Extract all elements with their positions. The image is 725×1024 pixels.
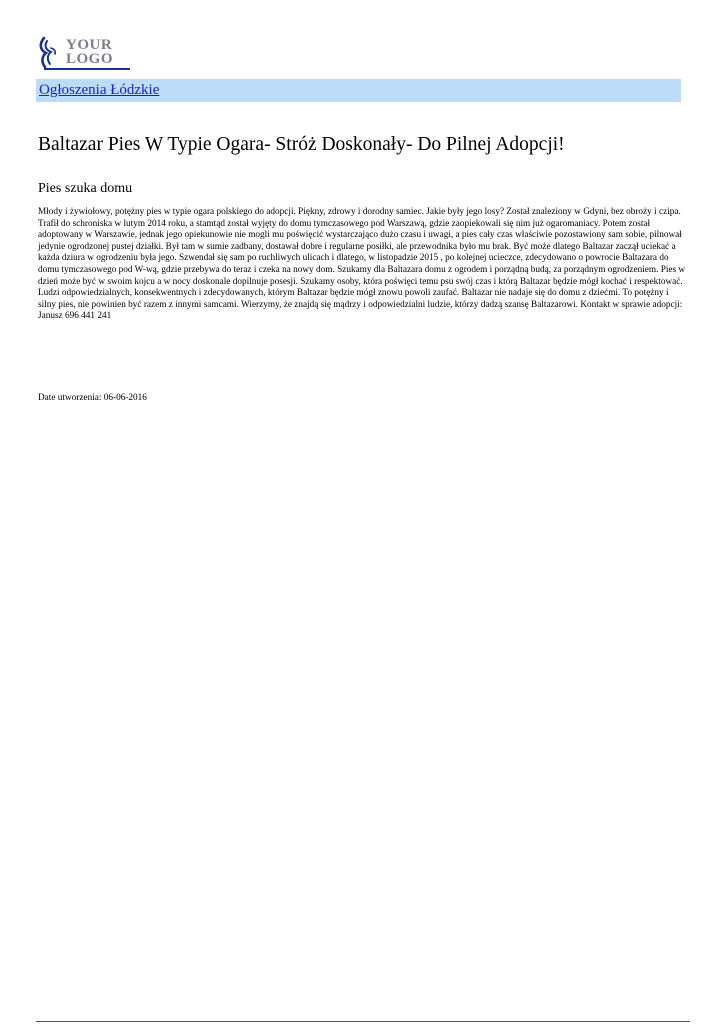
logo-underline: [44, 68, 130, 70]
footer-divider: [36, 1021, 690, 1022]
article-body: Młody i żywiołowy, potężny pies w typie ogara polskiego do adopcji. Piękny, zdrowy i dorodny samiec. Jakie były jego losy? Został znaleziony w Gdyni, bez obroży i czipa. Trafił do schroniska w lutym 2014 roku, a stamtąd został wyjęty do domu tymczasowego pod Warszawą, gdzie zaopiekowali się nim już ogaromaniacy. Potem został adoptowany w Warszawie, jednak jego opiekunowie nie mogli mu poświęcić wystarczająco dużo czasu i uwagi, a pies cały czas właściwie pozostawiony sam sobie, pilnował jedynie ogrodzonej pustej działki. Był tam w sumie zadbany, dostawał dobre i regularne posiłki, ale przewodnika było mu brak. Być może dlatego Baltazar zaczął uciekać a każda dziura w ogrodzeniu była jego. Szwendał się sam po ruchliwych ulicach i dlatego, w listopadzie 2015 , po kolejnej ucieczce, zdecydowano o powrocie Baltazara do domu tymczasowego pod W-wą, gdzie przebywa do teraz i czeka na nowy dom. Szukamy dla Baltazara domu z ogrodem i porządną budą, za porządnym ogrodzeniem. Pies w dzień może być w swoim kojcu a w nocy doskonale dopilnuje posesji. Szukamy osoby, która poświęci temu psu swój czas i którą Baltazar będzie mógł kochać i respektować. Ludzi odpowiedzialnych, konsekwentnych i zdecydowanych, którym Baltazar będzie mógł znowu powoli zaufać. Baltazar nie nadaje się do domu z dziećmi. To potężny i silny pies, nie powinien być razem z innymi samcami. Wierzymy, że znajdą się mądrzy i odpowiedzialni ludzie, którzy dadzą szansę Baltazarowi. Kontakt w sprawie adopcji: Janusz 696 441 241: [38, 207, 686, 322]
logo-line-1: YOUR: [66, 37, 113, 53]
swirl-logo-icon: [36, 36, 66, 72]
logo-line-2: LOGO: [66, 51, 114, 67]
page-title: Baltazar Pies W Typie Ogara- Stróż Doskonały- Do Pilnej Adopcji!: [38, 134, 565, 155]
article-subtitle: Pies szuka domu: [38, 181, 133, 196]
logo-text: [66, 38, 113, 66]
your-logo: [36, 36, 136, 74]
creation-date: Date utworzenia: 06-06-2016: [38, 393, 147, 403]
site-home-link[interactable]: Ogłoszenia Łódzkie: [39, 82, 160, 98]
site-header-bar: [36, 79, 681, 102]
